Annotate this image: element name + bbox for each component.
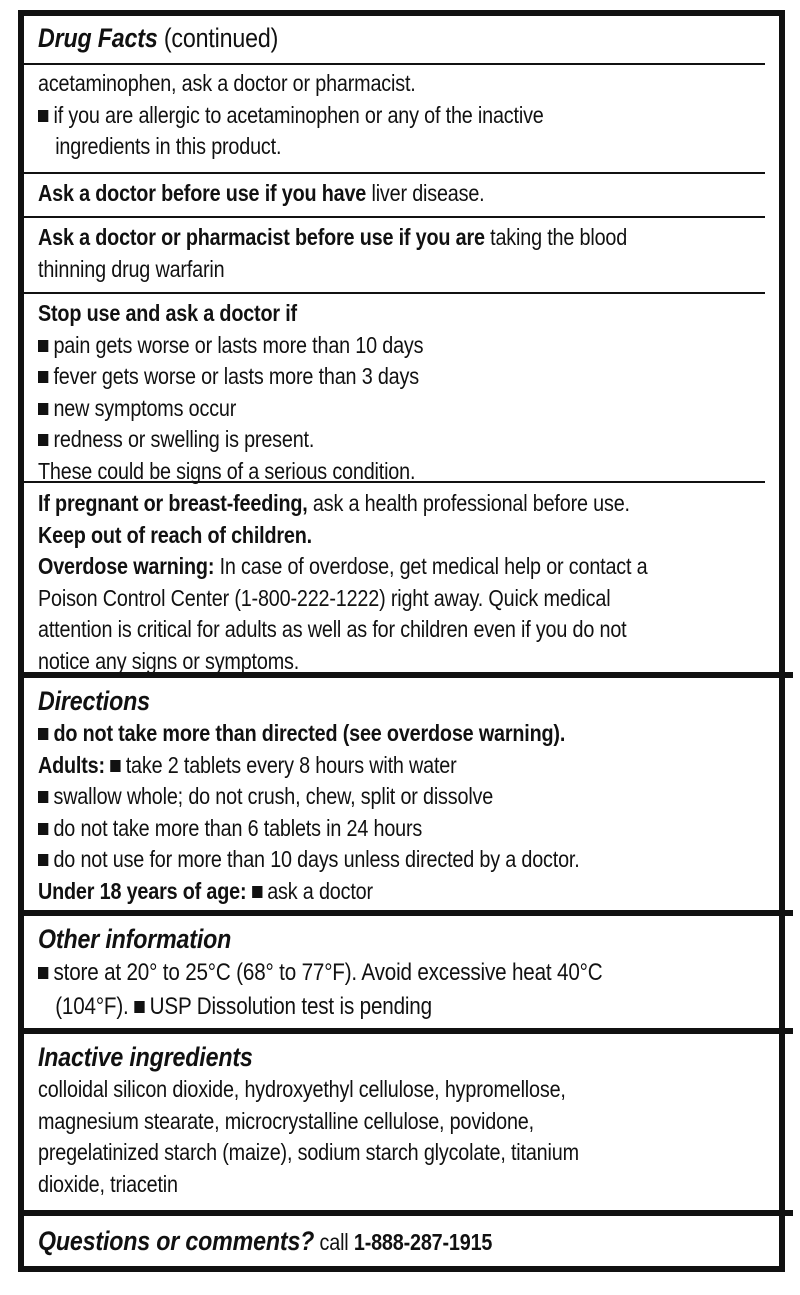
dissolution-text: USP Dissolution test is pending — [149, 993, 432, 1020]
under18-label: Under 18 years of age: — [38, 877, 247, 904]
overdose-text: attention is critical for adults as well as for children even if you do not — [38, 616, 627, 642]
adults-label: Adults: — [38, 751, 105, 778]
allergy-bullet: if you are allergic to acetaminophen or any of the inactive — [53, 101, 544, 128]
under18-item: ask a doctor — [267, 877, 373, 904]
inactive-text: colloidal silicon dioxide, hydroxyethyl cellulose, hypromellose, — [38, 1076, 566, 1102]
bullet-square-icon — [38, 854, 48, 866]
inactive-text: dioxide, triacetin — [38, 1170, 178, 1197]
overdose-heading: Overdose warning: — [38, 553, 215, 579]
children-warning: Keep out of reach of children. — [38, 521, 313, 548]
inactive-text: magnesium stearate, microcrystalline cellulose, povidone, — [38, 1107, 534, 1134]
bullet-square-icon — [252, 886, 262, 898]
directions-heading: Directions — [38, 686, 150, 716]
allergy-section — [24, 65, 765, 174]
bullet-square-icon — [38, 728, 48, 740]
warnings-section — [24, 483, 793, 678]
bullet-square-icon — [38, 791, 48, 803]
warfarin-section — [24, 218, 765, 294]
allergy-text: acetaminophen, ask a doctor or pharmacist. — [38, 70, 416, 96]
questions-heading: Questions or comments? — [38, 1226, 315, 1256]
header-section — [24, 16, 765, 65]
questions-section — [24, 1216, 765, 1270]
bullet-square-icon — [110, 760, 120, 772]
inactive-heading: Inactive ingredients — [38, 1042, 253, 1072]
stop-use-item: fever gets worse or lasts more than 3 days — [53, 363, 419, 389]
drug-facts-title: Drug Facts — [38, 23, 158, 53]
storage-text: store at 20° to 25°C (68° to 77°F). Avoid excessive heat 40°C — [53, 959, 603, 986]
adults-item: swallow whole; do not crush, chew, split or dissolve — [53, 783, 494, 809]
warfarin-heading: Ask a doctor or pharmacist before use if you are — [38, 224, 485, 250]
drug-facts-panel — [18, 10, 785, 1272]
liver-text: liver disease. — [371, 180, 485, 206]
bullet-square-icon — [38, 403, 48, 415]
directions-section — [24, 678, 793, 916]
adults-item: do not use for more than 10 days unless directed by a doctor. — [53, 846, 580, 872]
overdose-text: notice any signs or symptoms. — [38, 647, 300, 674]
pregnancy-text: ask a health professional before use. — [312, 490, 630, 516]
stop-use-footer: These could be signs of a serious condition. — [38, 457, 416, 484]
storage-text-cont: (104°F). — [55, 993, 129, 1020]
warfarin-text: taking the blood — [490, 224, 628, 250]
bullet-square-icon — [38, 434, 48, 446]
stop-use-item: new symptoms occur — [53, 394, 237, 421]
overdose-text: Poison Control Center (1-800-222-1222) right away. Quick medical — [38, 584, 611, 611]
bullet-square-icon — [38, 823, 48, 835]
continued-label: (continued) — [163, 23, 279, 53]
adults-item: take 2 tablets every 8 hours with water — [125, 751, 457, 778]
bullet-square-icon — [38, 967, 48, 979]
liver-section — [24, 174, 765, 218]
other-info-heading: Other information — [38, 924, 232, 954]
inactive-section — [24, 1034, 793, 1216]
stop-use-item: redness or swelling is present. — [53, 426, 315, 452]
bullet-square-icon — [134, 1001, 144, 1013]
bullet-square-icon — [38, 371, 48, 383]
bullet-square-icon — [38, 340, 48, 352]
inactive-text: pregelatinized starch (maize), sodium starch glycolate, titanium — [38, 1139, 579, 1165]
pregnancy-heading: If pregnant or breast-feeding, — [38, 490, 308, 516]
phone-number: 1-888-287-1915 — [353, 1229, 493, 1255]
stop-use-section — [24, 294, 765, 483]
overdose-text: In case of overdose, get medical help or contact a — [219, 553, 648, 579]
adults-item: do not take more than 6 tablets in 24 hours — [53, 814, 423, 841]
liver-heading: Ask a doctor before use if you have — [38, 180, 367, 206]
warfarin-text-cont: thinning drug warfarin — [38, 255, 225, 282]
bullet-square-icon — [38, 110, 48, 122]
stop-use-item: pain gets worse or lasts more than 10 days — [53, 331, 424, 358]
other-info-section — [24, 916, 793, 1034]
call-label: call — [319, 1229, 349, 1255]
allergy-bullet-cont: ingredients in this product. — [55, 133, 282, 159]
stop-use-heading: Stop use and ask a doctor if — [38, 300, 297, 326]
directions-warning: do not take more than directed (see overdose warning). — [53, 720, 566, 746]
